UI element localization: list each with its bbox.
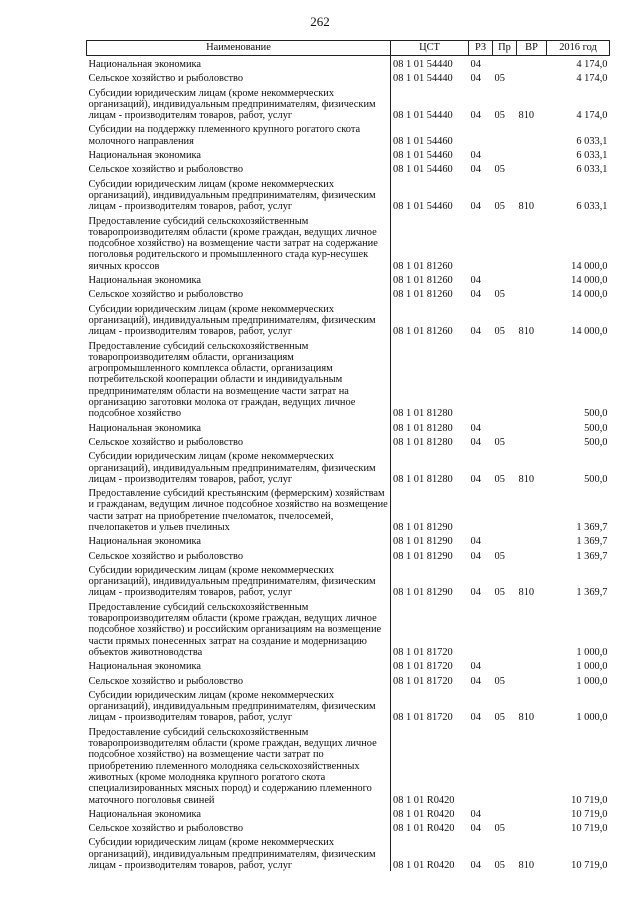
row-cst: 08 1 01 81290 <box>391 548 469 562</box>
row-pr: 05 <box>494 473 505 485</box>
row-cst: 08 1 01 81280 <box>391 434 469 448</box>
row-vr <box>517 420 547 434</box>
row-cst: 08 1 01 81720 <box>391 687 469 724</box>
row-amount: 1 369,7 <box>576 550 608 562</box>
row-vr <box>517 673 547 687</box>
row-name: Сельское хозяйство и рыболовство <box>88 289 244 301</box>
row-vr: 810 <box>518 860 535 871</box>
row-pr: 05 <box>494 326 505 338</box>
row-rz <box>469 213 493 272</box>
row-vr <box>517 213 547 272</box>
row-vr <box>517 161 547 175</box>
row-amount: 500,0 <box>584 422 608 434</box>
row-amount: 10 719,0 <box>571 860 608 871</box>
table-row <box>87 338 610 420</box>
table-row <box>87 272 610 286</box>
row-rz: 04 <box>470 436 481 448</box>
row-name: Предоставление субсидий сельскохозяйственным товаропроизводителям области (кроме граждан, ведущих личное подсобное хозяйство) на возмещение части затрат на содержание поголовья родительского и промышленного стада кур-несушек яичных кроссов <box>88 215 378 272</box>
row-rz: 04 <box>470 201 481 213</box>
row-cst: 08 1 01 81290 <box>391 562 469 599</box>
row-name: Предоставление субсидий сельскохозяйственным товаропроизводителям области (кроме граждан, ведущих личное подсобное хозяйство) на возмещение части затрат по приобретению племенного молодняка сельскохозяйственных животных (кроме молодняка крупного рогатого скота специализированных мясных пород) и содержанию племенного маточного поголовья свиней <box>88 726 377 806</box>
row-amount: 4 174,0 <box>576 73 608 85</box>
row-rz: 04 <box>470 326 481 338</box>
row-pr <box>493 599 517 658</box>
row-amount: 14 000,0 <box>571 275 608 287</box>
row-amount: 1 369,7 <box>576 521 608 533</box>
header-year: 2016 год <box>547 41 610 56</box>
row-cst: 08 1 01 81280 <box>391 420 469 434</box>
row-cst: 08 1 01 54440 <box>391 85 469 122</box>
row-cst: 08 1 01 81260 <box>391 286 469 300</box>
row-amount: 10 719,0 <box>571 808 608 820</box>
row-pr <box>493 56 517 71</box>
row-pr <box>493 658 517 672</box>
row-rz: 04 <box>470 110 481 122</box>
row-cst: 08 1 01 54460 <box>391 176 469 213</box>
row-cst: 08 1 01 81290 <box>391 485 469 533</box>
row-amount: 1 000,0 <box>576 675 608 687</box>
row-name: Предоставление субсидий крестьянским (фермерским) хозяйствам и гражданам, ведущим личное подсобное хозяйство на возмещение части затрат на приобретение пчеломаток, пчелосемей, пчелопакетов и ульев пчелиных <box>88 488 388 533</box>
row-name: Субсидии юридическим лицам (кроме некоммерческих организаций), индивидуальным предпринимателям, физическим лицам - производителям товаров, работ, услуг <box>88 87 376 122</box>
row-pr <box>493 147 517 161</box>
row-vr: 810 <box>518 587 535 599</box>
row-rz: 04 <box>470 73 481 85</box>
row-vr <box>517 56 547 71</box>
row-amount: 6 033,1 <box>576 164 608 176</box>
row-name: Сельское хозяйство и рыболовство <box>88 550 244 562</box>
row-pr <box>493 533 517 547</box>
row-name: Сельское хозяйство и рыболовство <box>88 164 244 176</box>
table-row <box>87 301 610 338</box>
row-rz <box>469 724 493 806</box>
row-name: Предоставление субсидий сельскохозяйственным товаропроизводителям области, организациям агропромышленного комплекса области, организациям потребительской кооперации области и индивидуальным предпринимателям области на возмещение части затрат на организацию заготовки молока от граждан, ведущих личное подсобное хозяйство <box>88 340 356 420</box>
row-name: Сельское хозяйство и рыболовство <box>88 675 244 687</box>
row-rz: 04 <box>470 473 481 485</box>
row-vr <box>517 806 547 820</box>
row-amount: 10 719,0 <box>571 794 608 806</box>
row-amount: 6 033,1 <box>576 201 608 213</box>
row-rz: 04 <box>470 661 481 673</box>
row-pr: 05 <box>494 289 505 301</box>
row-rz: 04 <box>470 59 481 70</box>
row-cst: 08 1 01 54440 <box>391 70 469 84</box>
row-cst: 08 1 01 54460 <box>391 161 469 175</box>
row-pr <box>493 724 517 806</box>
row-amount: 500,0 <box>584 408 608 420</box>
header-name: Наименование <box>87 41 391 56</box>
row-name: Субсидии юридическим лицам (кроме некоммерческих организаций), индивидуальным предпринимателям, физическим лицам - производителям товаров, работ, услуг <box>88 564 376 599</box>
row-name: Национальная экономика <box>88 275 202 287</box>
header-rz: РЗ <box>469 41 493 56</box>
row-vr <box>517 147 547 161</box>
table-row <box>87 673 610 687</box>
row-amount: 1 000,0 <box>576 646 608 658</box>
table-row <box>87 658 610 672</box>
row-cst: 08 1 01 R0420 <box>391 806 469 820</box>
row-rz <box>469 485 493 533</box>
row-name: Субсидии юридическим лицам (кроме некоммерческих организаций), индивидуальным предпринимателям, физическим лицам - производителям товаров, работ, услуг <box>88 689 376 724</box>
row-vr <box>517 70 547 84</box>
table-row <box>87 687 610 724</box>
row-pr: 05 <box>494 550 505 562</box>
row-name: Субсидии юридическим лицам (кроме некоммерческих организаций), индивидуальным предпринимателям, физическим лицам - производителям товаров, работ, услуг <box>88 178 376 213</box>
row-amount: 6 033,1 <box>576 150 608 162</box>
header-pr: Пр <box>493 41 517 56</box>
page-number: 262 <box>310 14 330 29</box>
row-rz: 04 <box>470 422 481 434</box>
row-vr <box>517 485 547 533</box>
row-vr <box>517 338 547 420</box>
row-vr <box>517 272 547 286</box>
row-cst: 08 1 01 81720 <box>391 658 469 672</box>
row-pr <box>493 213 517 272</box>
row-vr <box>517 533 547 547</box>
row-name: Субсидии юридическим лицам (кроме некоммерческих организаций), индивидуальным предпринимателям, физическим лицам - производителям товаров, работ, услуг <box>88 451 376 485</box>
table-row <box>87 533 610 547</box>
row-name: Предоставление субсидий сельскохозяйственным товаропроизводителям области (кроме граждан, ведущих личное подсобное хозяйство) и российским организациям на возмещение части прямых понесенных затрат на создание и модернизацию объектов животноводства <box>88 601 382 658</box>
row-rz: 04 <box>470 808 481 820</box>
table-row <box>87 806 610 820</box>
row-rz: 04 <box>470 823 481 835</box>
row-name: Сельское хозяйство и рыболовство <box>88 436 244 448</box>
table-row <box>87 70 610 84</box>
row-rz: 04 <box>470 275 481 287</box>
row-rz <box>469 599 493 658</box>
row-amount: 14 000,0 <box>571 260 608 272</box>
table-row <box>87 724 610 806</box>
row-pr: 05 <box>494 201 505 213</box>
table-row <box>87 562 610 599</box>
row-pr: 05 <box>494 164 505 176</box>
row-amount: 14 000,0 <box>571 289 608 301</box>
table-row <box>87 161 610 175</box>
row-rz: 04 <box>470 289 481 301</box>
table-header <box>87 41 610 56</box>
row-rz: 04 <box>470 675 481 687</box>
row-name: Национальная экономика <box>88 422 202 434</box>
row-pr: 05 <box>494 675 505 687</box>
row-amount: 10 719,0 <box>571 823 608 835</box>
row-pr <box>493 485 517 533</box>
row-vr: 810 <box>518 326 535 338</box>
row-vr <box>517 286 547 300</box>
row-name: Национальная экономика <box>88 150 202 162</box>
row-pr: 05 <box>494 110 505 122</box>
row-pr <box>493 272 517 286</box>
table-row <box>87 485 610 533</box>
table-body <box>87 56 610 872</box>
row-vr <box>517 121 547 147</box>
row-name: Сельское хозяйство и рыболовство <box>88 73 244 85</box>
row-vr <box>517 658 547 672</box>
row-name: Национальная экономика <box>88 536 202 548</box>
table-row <box>87 434 610 448</box>
table-row <box>87 286 610 300</box>
row-pr <box>493 121 517 147</box>
row-pr: 05 <box>494 436 505 448</box>
row-vr: 810 <box>518 473 535 485</box>
row-amount: 1 000,0 <box>576 661 608 673</box>
row-vr <box>517 434 547 448</box>
row-cst: 08 1 01 54440 <box>391 56 469 71</box>
row-cst: 08 1 01 R0420 <box>391 820 469 834</box>
row-amount: 4 174,0 <box>576 110 608 122</box>
row-amount: 500,0 <box>584 473 608 485</box>
row-pr <box>493 420 517 434</box>
row-cst: 08 1 01 81260 <box>391 213 469 272</box>
table-row <box>87 85 610 122</box>
table-row <box>87 448 610 485</box>
row-amount: 6 033,1 <box>576 135 608 147</box>
row-vr: 810 <box>518 712 535 724</box>
row-cst: 08 1 01 81260 <box>391 272 469 286</box>
row-pr: 05 <box>494 587 505 599</box>
row-name: Национальная экономика <box>88 661 202 673</box>
table-row <box>87 213 610 272</box>
table-row <box>87 121 610 147</box>
row-amount: 1 369,7 <box>576 587 608 599</box>
row-rz <box>469 121 493 147</box>
budget-table <box>86 40 610 871</box>
row-vr <box>517 548 547 562</box>
row-cst: 08 1 01 R0420 <box>391 834 469 871</box>
row-vr: 810 <box>518 110 535 122</box>
row-rz: 04 <box>470 150 481 162</box>
row-name: Субсидии юридическим лицам (кроме некоммерческих организаций), индивидуальным предпринимателям, физическим лицам - производителям товаров, работ, услуг <box>88 837 376 871</box>
table-row <box>87 820 610 834</box>
row-name: Национальная экономика <box>88 59 202 70</box>
row-cst: 08 1 01 81720 <box>391 599 469 658</box>
row-rz: 04 <box>470 712 481 724</box>
row-cst: 08 1 01 81720 <box>391 673 469 687</box>
row-rz: 04 <box>470 164 481 176</box>
table-row <box>87 56 610 71</box>
row-name: Национальная экономика <box>88 808 202 820</box>
row-pr: 05 <box>494 860 505 871</box>
row-amount: 14 000,0 <box>571 326 608 338</box>
row-vr <box>517 599 547 658</box>
row-name: Сельское хозяйство и рыболовство <box>88 823 244 835</box>
row-name: Субсидии на поддержку племенного крупного рогатого скота молочного направления <box>88 124 361 147</box>
row-name: Субсидии юридическим лицам (кроме некоммерческих организаций), индивидуальным предпринимателям, физическим лицам - производителям товаров, работ, услуг <box>88 303 376 338</box>
row-pr <box>493 338 517 420</box>
row-pr: 05 <box>494 823 505 835</box>
table-row <box>87 420 610 434</box>
header-cst: ЦСТ <box>391 41 469 56</box>
row-amount: 500,0 <box>584 436 608 448</box>
header-vr: ВР <box>517 41 547 56</box>
row-amount: 4 174,0 <box>576 59 608 70</box>
row-cst: 08 1 01 81260 <box>391 301 469 338</box>
row-cst: 08 1 01 81290 <box>391 533 469 547</box>
row-rz <box>469 338 493 420</box>
row-cst: 08 1 01 81280 <box>391 448 469 485</box>
row-rz: 04 <box>470 587 481 599</box>
row-cst: 08 1 01 R0420 <box>391 724 469 806</box>
row-vr <box>517 820 547 834</box>
table-row <box>87 834 610 871</box>
table-row <box>87 147 610 161</box>
row-rz: 04 <box>470 536 481 548</box>
row-rz: 04 <box>470 550 481 562</box>
row-pr: 05 <box>494 712 505 724</box>
table-row <box>87 599 610 658</box>
row-amount: 1 000,0 <box>576 712 608 724</box>
row-pr: 05 <box>494 73 505 85</box>
row-rz: 04 <box>470 860 481 871</box>
row-vr: 810 <box>518 201 535 213</box>
row-cst: 08 1 01 54460 <box>391 121 469 147</box>
row-pr <box>493 806 517 820</box>
row-cst: 08 1 01 81280 <box>391 338 469 420</box>
row-cst: 08 1 01 54460 <box>391 147 469 161</box>
row-amount: 1 369,7 <box>576 536 608 548</box>
row-vr <box>517 724 547 806</box>
table-row <box>87 176 610 213</box>
table-row <box>87 548 610 562</box>
